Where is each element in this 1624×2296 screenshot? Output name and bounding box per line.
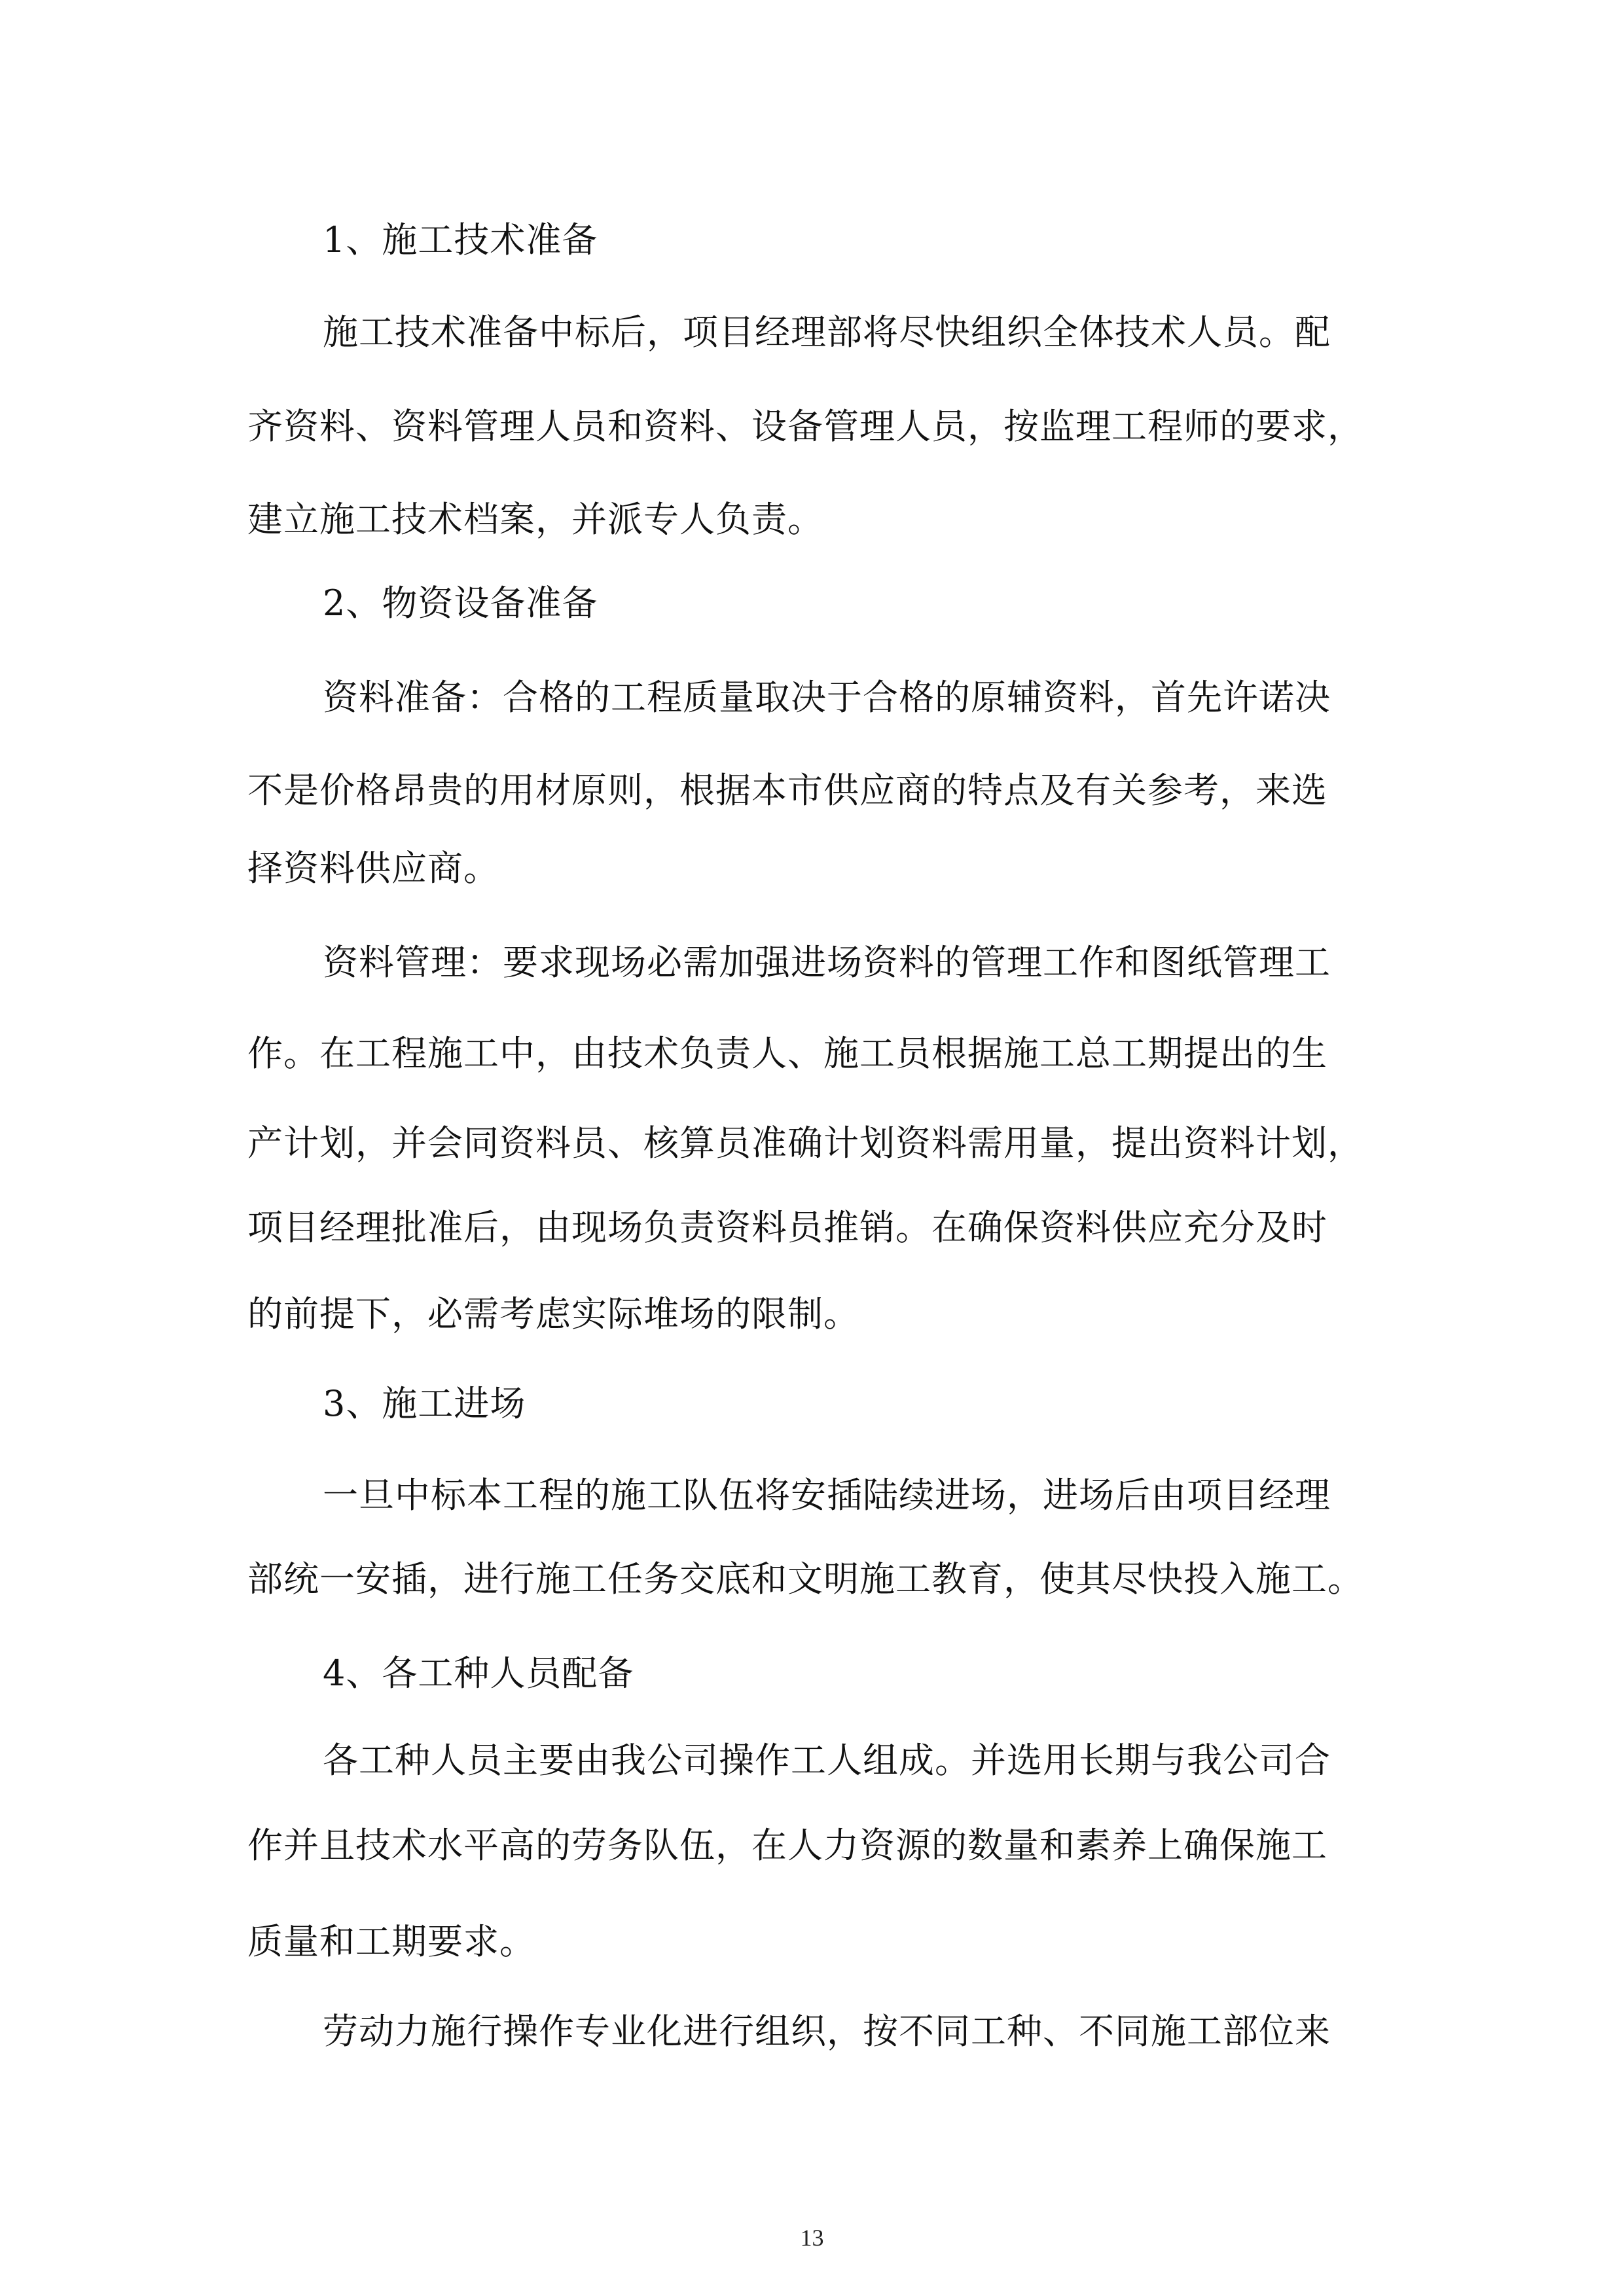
section-heading: 3、施工进场 (323, 1383, 526, 1424)
paragraph-line: 作。在工程施工中，由技术负责人、施工员根据施工总工期提出的生 (247, 1033, 1327, 1074)
paragraph-line: 不是价格昂贵的用材原则，根据本市供应商的特点及有关参考，来选 (247, 770, 1327, 811)
paragraph-line: 择资料供应商。 (247, 848, 499, 889)
paragraph-line: 劳动力施行操作专业化进行组织，按不同工种、不同施工部位来 (323, 2011, 1331, 2052)
paragraph-line: 资料准备：合格的工程质量取决于合格的原辅资料，首先许诺决 (323, 677, 1331, 718)
paragraph-line: 项目经理批准后，由现场负责资料员推销。在确保资料供应充分及时 (247, 1207, 1327, 1248)
paragraph-line: 的前提下，必需考虑实际堆场的限制。 (247, 1293, 859, 1335)
paragraph-line: 齐资料、资料管理人员和资料、设备管理人员，按监理工程师的要求， (247, 406, 1363, 447)
paragraph-line: 各工种人员主要由我公司操作工人组成。并选用长期与我公司合 (323, 1740, 1331, 1781)
paragraph-line: 施工技术准备中标后，项目经理部将尽快组织全体技术人员。配 (323, 312, 1331, 353)
section-heading: 1、施工技术准备 (323, 219, 598, 260)
paragraph-line: 资料管理：要求现场必需加强进场资料的管理工作和图纸管理工 (323, 942, 1331, 983)
paragraph-line: 建立施工技术档案，并派专人负责。 (247, 499, 823, 540)
paragraph-line: 部统一安插，进行施工任务交底和文明施工教育，使其尽快投入施工。 (247, 1558, 1363, 1600)
section-heading: 4、各工种人员配备 (323, 1653, 634, 1694)
paragraph-line: 一旦中标本工程的施工队伍将安插陆续进场，进场后由项目经理 (323, 1475, 1331, 1516)
paragraph-line: 质量和工期要求。 (247, 1921, 535, 1962)
section-heading: 2、物资设备准备 (323, 583, 598, 624)
page-number: 13 (800, 2225, 824, 2251)
paragraph-line: 作并且技术水平高的劳务队伍，在人力资源的数量和素养上确保施工 (247, 1825, 1327, 1866)
paragraph-line: 产计划，并会同资料员、核算员准确计划资料需用量，提出资料计划， (247, 1122, 1363, 1164)
